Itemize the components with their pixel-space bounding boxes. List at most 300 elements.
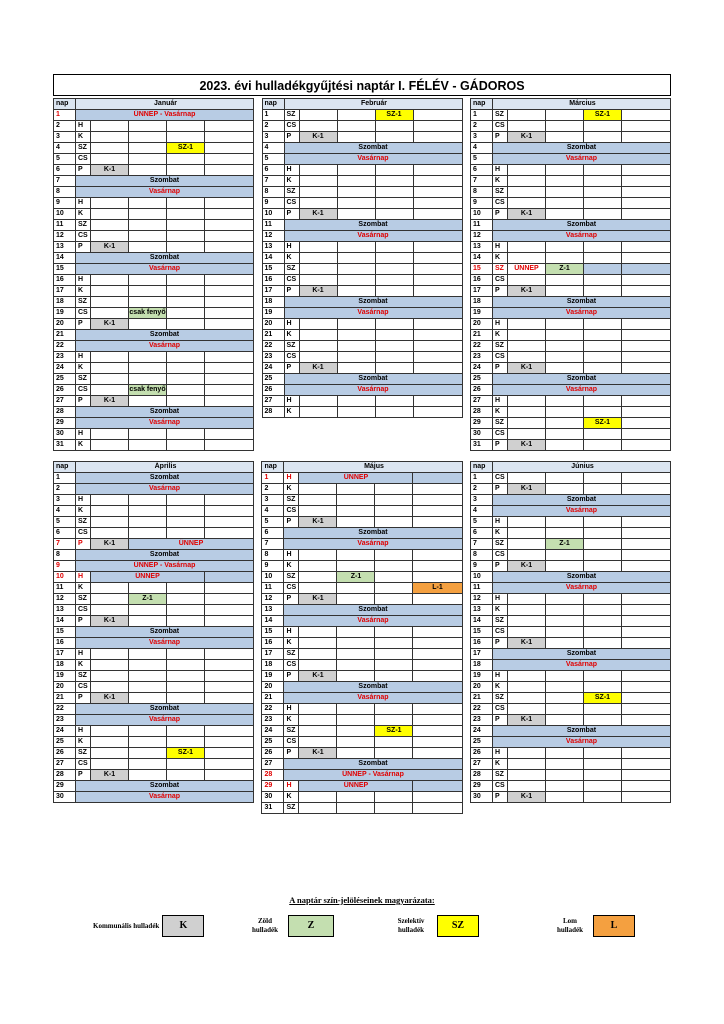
month-table — [53, 461, 254, 803]
day-number: 18 — [262, 297, 284, 308]
blank-cell — [413, 132, 462, 143]
blank-cell — [299, 627, 337, 638]
weekend-label: Vasárnap — [76, 264, 254, 275]
blank-cell — [167, 649, 205, 660]
blank-cell — [129, 583, 167, 594]
day-number: 20 — [470, 682, 492, 693]
weekday-label: K — [284, 484, 299, 495]
blank-cell — [545, 165, 583, 176]
blank-cell — [413, 286, 462, 297]
weekend-label: Vasárnap — [76, 187, 254, 198]
day-row — [54, 495, 254, 506]
weekend-label: Vasárnap — [492, 506, 670, 517]
blank-cell — [545, 352, 583, 363]
blank-cell — [337, 110, 375, 121]
blank-cell — [299, 264, 337, 275]
blank-cell — [129, 748, 167, 759]
day-row — [54, 418, 254, 429]
blank-cell — [545, 253, 583, 264]
day-row — [54, 759, 254, 770]
day-row — [470, 594, 670, 605]
blank-cell — [337, 121, 375, 132]
day-row — [470, 682, 670, 693]
weekday-label: K — [284, 792, 299, 803]
blank-cell — [91, 440, 129, 451]
day-number: 11 — [470, 220, 492, 231]
day-row — [470, 209, 670, 220]
blank-cell — [299, 198, 337, 209]
weekday-label: SZ — [76, 748, 91, 759]
day-row — [54, 110, 254, 121]
weekday-label: CS — [76, 154, 91, 165]
blank-cell — [545, 528, 583, 539]
blank-cell — [375, 561, 413, 572]
blank-cell — [337, 407, 375, 418]
month-header — [262, 99, 462, 110]
day-number: 5 — [262, 517, 284, 528]
day-row — [262, 473, 462, 484]
day-row — [54, 253, 254, 264]
weekday-label: SZ — [284, 726, 299, 737]
weekend-label: Vasárnap — [76, 715, 254, 726]
blank-cell — [621, 748, 670, 759]
day-number: 29 — [470, 418, 492, 429]
day-row — [262, 660, 462, 671]
blank-cell — [129, 649, 167, 660]
blank-cell — [545, 176, 583, 187]
blank-cell — [583, 187, 621, 198]
weekend-label: Szombat — [76, 550, 254, 561]
blank-cell — [621, 440, 670, 451]
blank-cell — [337, 495, 375, 506]
pickup-k: K-1 — [91, 319, 129, 330]
day-row — [470, 418, 670, 429]
day-number: 7 — [54, 176, 76, 187]
day-row — [470, 726, 670, 737]
day-row — [262, 363, 462, 374]
blank-cell — [167, 770, 205, 781]
blank-cell — [91, 429, 129, 440]
pickup-k: K-1 — [507, 561, 545, 572]
blank-cell — [205, 726, 254, 737]
day-row — [54, 121, 254, 132]
blank-cell — [299, 110, 337, 121]
day-number: 30 — [470, 429, 492, 440]
day-row — [470, 143, 670, 154]
day-number: 15 — [262, 627, 284, 638]
day-row — [262, 671, 462, 682]
day-number: 11 — [262, 220, 284, 231]
blank-cell — [507, 176, 545, 187]
weekend-label: Vasárnap — [492, 308, 670, 319]
day-number: 31 — [262, 803, 284, 814]
blank-cell — [167, 297, 205, 308]
weekday-label: CS — [284, 198, 299, 209]
blank-cell — [545, 748, 583, 759]
day-number: 16 — [54, 275, 76, 286]
weekday-label: K — [76, 737, 91, 748]
day-row — [262, 264, 462, 275]
pickup-sz: SZ-1 — [583, 110, 621, 121]
day-row — [54, 297, 254, 308]
legend-item-zold — [245, 915, 334, 937]
day-row — [470, 660, 670, 671]
weekday-label: SZ — [284, 110, 299, 121]
month-table — [470, 461, 671, 803]
day-number: 12 — [262, 594, 284, 605]
day-row — [262, 308, 462, 319]
day-number: 11 — [54, 220, 76, 231]
legend-code-z: Z — [288, 915, 334, 937]
day-row — [262, 616, 462, 627]
blank-cell — [413, 550, 462, 561]
blank-cell — [167, 429, 205, 440]
day-row — [262, 385, 462, 396]
day-number: 28 — [54, 770, 76, 781]
day-row — [262, 484, 462, 495]
weekend-label: Vasárnap — [284, 231, 462, 242]
blank-cell — [205, 297, 254, 308]
blank-cell — [583, 704, 621, 715]
holiday-label: ÜNNEP — [129, 539, 254, 550]
blank-cell — [299, 638, 337, 649]
blank-cell — [337, 484, 375, 495]
day-row — [54, 176, 254, 187]
blank-cell — [91, 198, 129, 209]
blank-cell — [583, 242, 621, 253]
blank-cell — [583, 715, 621, 726]
blank-cell — [507, 121, 545, 132]
day-row — [262, 165, 462, 176]
blank-cell — [375, 484, 413, 495]
blank-cell — [621, 165, 670, 176]
weekend-label: Vasárnap — [284, 539, 462, 550]
day-row — [470, 770, 670, 781]
blank-cell — [129, 132, 167, 143]
day-row — [470, 297, 670, 308]
day-number: 1 — [54, 473, 76, 484]
weekend-label: Szombat — [284, 220, 462, 231]
blank-cell — [375, 242, 413, 253]
month-slot — [53, 98, 254, 451]
pickup-k: K-1 — [507, 792, 545, 803]
day-number: 14 — [262, 253, 284, 264]
day-number: 21 — [262, 330, 284, 341]
blank-cell — [205, 220, 254, 231]
day-row — [262, 253, 462, 264]
weekday-label: CS — [492, 352, 507, 363]
blank-cell — [621, 484, 670, 495]
blank-cell — [375, 396, 413, 407]
day-row — [470, 506, 670, 517]
pickup-z: Z-1 — [129, 594, 167, 605]
blank-cell — [583, 440, 621, 451]
weekday-label: SZ — [492, 693, 507, 704]
blank-cell — [337, 286, 375, 297]
weekday-label: P — [284, 286, 299, 297]
blank-cell — [299, 396, 337, 407]
day-row — [54, 572, 254, 583]
weekday-label: K — [492, 330, 507, 341]
blank-cell — [621, 264, 670, 275]
weekday-label: K — [284, 715, 299, 726]
day-row — [54, 363, 254, 374]
weekend-label: Szombat — [284, 682, 462, 693]
month-slot — [261, 461, 462, 814]
day-number: 22 — [470, 704, 492, 715]
day-row — [470, 187, 670, 198]
blank-cell — [413, 275, 462, 286]
blank-cell — [91, 275, 129, 286]
blank-cell — [167, 319, 205, 330]
blank-cell — [205, 660, 254, 671]
blank-cell — [545, 704, 583, 715]
day-number: 15 — [262, 264, 284, 275]
blank-cell — [507, 693, 545, 704]
blank-cell — [583, 363, 621, 374]
blank-cell — [337, 792, 375, 803]
pickup-k: K-1 — [91, 165, 129, 176]
weekend-label: Szombat — [76, 330, 254, 341]
day-row — [262, 550, 462, 561]
day-number: 30 — [54, 792, 76, 803]
month-name: Január — [76, 99, 254, 110]
pickup-k: K-1 — [507, 132, 545, 143]
day-row — [54, 308, 254, 319]
blank-cell — [375, 737, 413, 748]
blank-cell — [299, 352, 337, 363]
blank-cell — [129, 154, 167, 165]
blank-cell — [375, 638, 413, 649]
weekday-label: CS — [76, 682, 91, 693]
blank-cell — [507, 253, 545, 264]
day-number: 16 — [262, 638, 284, 649]
day-row — [470, 638, 670, 649]
day-row — [54, 506, 254, 517]
weekday-label: CS — [284, 660, 299, 671]
weekday-label: SZ — [76, 594, 91, 605]
weekday-label: H — [492, 671, 507, 682]
day-row — [470, 473, 670, 484]
weekday-label: P — [76, 396, 91, 407]
blank-cell — [413, 396, 462, 407]
day-row — [262, 638, 462, 649]
weekday-label: SZ — [284, 803, 299, 814]
day-number: 29 — [54, 418, 76, 429]
legend-item-szelektiv — [388, 915, 479, 937]
nap-header: nap — [54, 462, 76, 473]
blank-cell — [413, 572, 462, 583]
day-number: 9 — [262, 198, 284, 209]
blank-cell — [413, 517, 462, 528]
blank-cell — [413, 484, 462, 495]
weekday-label: CS — [284, 275, 299, 286]
day-number: 5 — [262, 154, 284, 165]
weekday-label: H — [284, 473, 299, 484]
weekday-label: K — [284, 330, 299, 341]
day-row — [470, 352, 670, 363]
day-number: 24 — [262, 363, 284, 374]
blank-cell — [129, 616, 167, 627]
weekday-label: CS — [492, 121, 507, 132]
blank-cell — [167, 583, 205, 594]
day-row — [262, 704, 462, 715]
blank-cell — [167, 506, 205, 517]
weekday-label: CS — [284, 121, 299, 132]
weekend-label: Vasárnap — [492, 660, 670, 671]
day-row — [54, 264, 254, 275]
day-row — [470, 484, 670, 495]
weekday-label: K — [76, 209, 91, 220]
page-title: 2023. évi hulladékgyűjtési naptár I. FÉLÉV - GÁDOROS — [53, 74, 671, 96]
day-row — [470, 407, 670, 418]
weekday-label: P — [284, 517, 299, 528]
day-row — [262, 781, 462, 792]
blank-cell — [167, 242, 205, 253]
blank-cell — [129, 121, 167, 132]
blank-cell — [129, 396, 167, 407]
weekend-label: Szombat — [76, 407, 254, 418]
day-number: 16 — [262, 275, 284, 286]
day-number: 21 — [54, 330, 76, 341]
weekday-label: K — [492, 682, 507, 693]
blank-cell — [507, 396, 545, 407]
blank-cell — [91, 220, 129, 231]
legend-label: Kommunális hulladék — [93, 921, 160, 930]
blank-cell — [621, 275, 670, 286]
weekday-label: K — [76, 132, 91, 143]
day-row — [54, 737, 254, 748]
weekend-label: Vasárnap — [76, 792, 254, 803]
day-number: 13 — [54, 242, 76, 253]
blank-cell — [205, 517, 254, 528]
day-number: 17 — [470, 286, 492, 297]
blank-cell — [413, 198, 462, 209]
blank-cell — [507, 528, 545, 539]
blank-cell — [621, 176, 670, 187]
weekend-label: Szombat — [284, 528, 462, 539]
weekday-label: SZ — [492, 110, 507, 121]
holiday-label: ÜNNEP - Vasárnap — [284, 770, 462, 781]
day-number: 27 — [470, 759, 492, 770]
blank-cell — [91, 726, 129, 737]
month-name: Június — [492, 462, 670, 473]
weekday-label: K — [284, 407, 299, 418]
blank-cell — [205, 209, 254, 220]
blank-cell — [621, 616, 670, 627]
weekday-label: K — [284, 253, 299, 264]
blank-cell — [337, 649, 375, 660]
day-row — [262, 341, 462, 352]
weekday-label: CS — [492, 473, 507, 484]
blank-cell — [299, 484, 337, 495]
day-number: 17 — [262, 649, 284, 660]
blank-cell — [129, 242, 167, 253]
day-row — [54, 374, 254, 385]
day-number: 19 — [54, 308, 76, 319]
blank-cell — [205, 748, 254, 759]
day-number: 3 — [262, 132, 284, 143]
day-number: 30 — [262, 792, 284, 803]
blank-cell — [375, 550, 413, 561]
blank-cell — [167, 275, 205, 286]
day-number: 23 — [54, 352, 76, 363]
blank-cell — [413, 726, 462, 737]
day-row — [262, 319, 462, 330]
weekday-label: CS — [492, 781, 507, 792]
blank-cell — [621, 671, 670, 682]
blank-cell — [299, 330, 337, 341]
day-row — [262, 242, 462, 253]
day-number: 19 — [262, 671, 284, 682]
blank-cell — [621, 781, 670, 792]
day-row — [54, 539, 254, 550]
blank-cell — [167, 165, 205, 176]
pickup-sz: SZ-1 — [167, 748, 205, 759]
blank-cell — [299, 165, 337, 176]
day-number: 23 — [54, 715, 76, 726]
month-name: Február — [284, 99, 462, 110]
blank-cell — [545, 638, 583, 649]
blank-cell — [621, 286, 670, 297]
blank-cell — [167, 616, 205, 627]
blank-cell — [299, 726, 337, 737]
pickup-sz: SZ-1 — [375, 110, 413, 121]
day-row — [262, 539, 462, 550]
day-number: 6 — [470, 165, 492, 176]
day-number: 1 — [262, 110, 284, 121]
day-row — [470, 121, 670, 132]
blank-cell — [129, 770, 167, 781]
blank-cell — [583, 638, 621, 649]
day-number: 21 — [470, 330, 492, 341]
blank-cell — [337, 594, 375, 605]
blank-cell — [337, 242, 375, 253]
blank-cell — [129, 671, 167, 682]
blank-cell — [337, 319, 375, 330]
blank-cell — [205, 605, 254, 616]
day-row — [54, 286, 254, 297]
weekday-label: SZ — [492, 341, 507, 352]
blank-cell — [545, 407, 583, 418]
blank-cell — [545, 715, 583, 726]
blank-cell — [375, 506, 413, 517]
blank-cell — [413, 407, 462, 418]
day-number: 10 — [470, 572, 492, 583]
day-number: 3 — [54, 132, 76, 143]
blank-cell — [299, 275, 337, 286]
day-row — [54, 528, 254, 539]
nap-header: nap — [54, 99, 76, 110]
day-number: 9 — [54, 198, 76, 209]
blank-cell — [337, 330, 375, 341]
day-number: 20 — [470, 319, 492, 330]
blank-cell — [337, 748, 375, 759]
blank-cell — [205, 231, 254, 242]
blank-cell — [413, 319, 462, 330]
calendar-sheet — [53, 74, 671, 814]
day-number: 12 — [54, 231, 76, 242]
blank-cell — [91, 528, 129, 539]
day-row — [262, 737, 462, 748]
day-number: 1 — [262, 473, 284, 484]
blank-cell — [205, 242, 254, 253]
blank-cell — [413, 506, 462, 517]
day-number: 16 — [470, 638, 492, 649]
blank-cell — [375, 121, 413, 132]
blank-cell — [621, 187, 670, 198]
day-row — [54, 231, 254, 242]
